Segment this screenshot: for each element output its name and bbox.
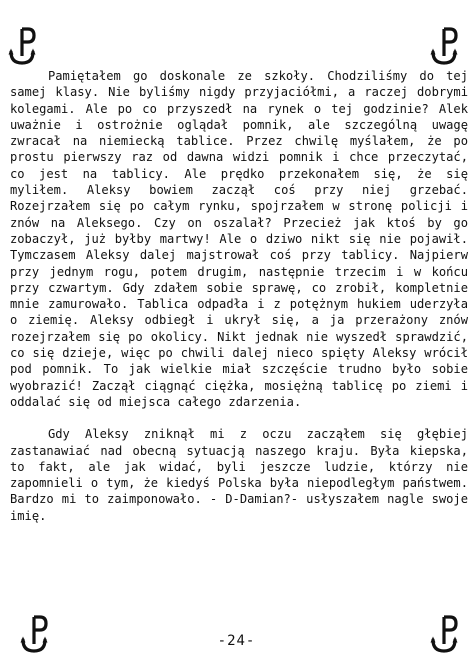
page-number: -24- bbox=[217, 633, 256, 649]
kotwica-anchor-icon bbox=[430, 26, 460, 66]
page-text bbox=[10, 68, 468, 524]
paragraph: Pamiętałem go doskonale ze szkoły. Chodziliśmy do tej samej klasy. Nie byliśmy nigdy przyjaciółmi, a raczej dobrymi kolegami. Ale po co przyszedł na rynek o tej godzinie? Alek uważnie i ostrożnie oglądał pomnik, ale szczególną uwagę zwracał na niemiecką tablice. Przez chwilę myślałem, że po prostu pierwszy raz od dawna widzi pomnik i chce przeczytać, co jest na tablicy. Ale prędko przekonałem się, że się myliłem. Aleksy bowiem zaczął coś przy niej grzebać. Rozejrzałem się po całym rynku, spojrzałem w stronę policji i znów na Aleksego. Czy on oszalał? Przecież jak ktoś by go zobaczył, już byłby martwy! Ale o dziwo nikt się nie pojawił. Tymczasem Aleksy dalej majstrował coś przy tablicy. Najpierw przy jednym rogu, potem drugim, następnie trzecim i w końcu przy czwartym. Gdy zdałem sobie sprawę, co zrobił, kompletnie mnie zamurowało. Tablica odpadła i z potężnym hukiem uderzyła o ziemię. Aleksy odbiegł i ukrył się, a ja przerażony znów rozejrzałem się po okolicy. Nikt jednak nie wyszedł sprawdzić, co się dzieje, więc po chwili dalej nieco spięty Aleksy wrócił pod pomnik. To jak wielkie miał szczęście trudno było sobie wyobrazić! Zaczął ciągnąć ciężka, mosiężną tablicę po ziemi i oddalać się od miejsca całego zdarzenia. bbox=[10, 69, 468, 409]
paragraph: Gdy Aleksy zniknął mi z oczu zacząłem się głębiej zastanawiać nad obecną sytuacją naszego kraju. Była kiepska, to fakt, ale jak widać, byli jeszcze ludzie, którzy nie zapomnieli o tym, że kiedyś Polska była niepodległym państwem. Bardzo mi to zaimponowało. - D-Damian?- usłyszałem nagle swoje imię. bbox=[10, 427, 468, 523]
kotwica-anchor-icon bbox=[430, 614, 460, 654]
kotwica-anchor-icon bbox=[8, 26, 38, 66]
